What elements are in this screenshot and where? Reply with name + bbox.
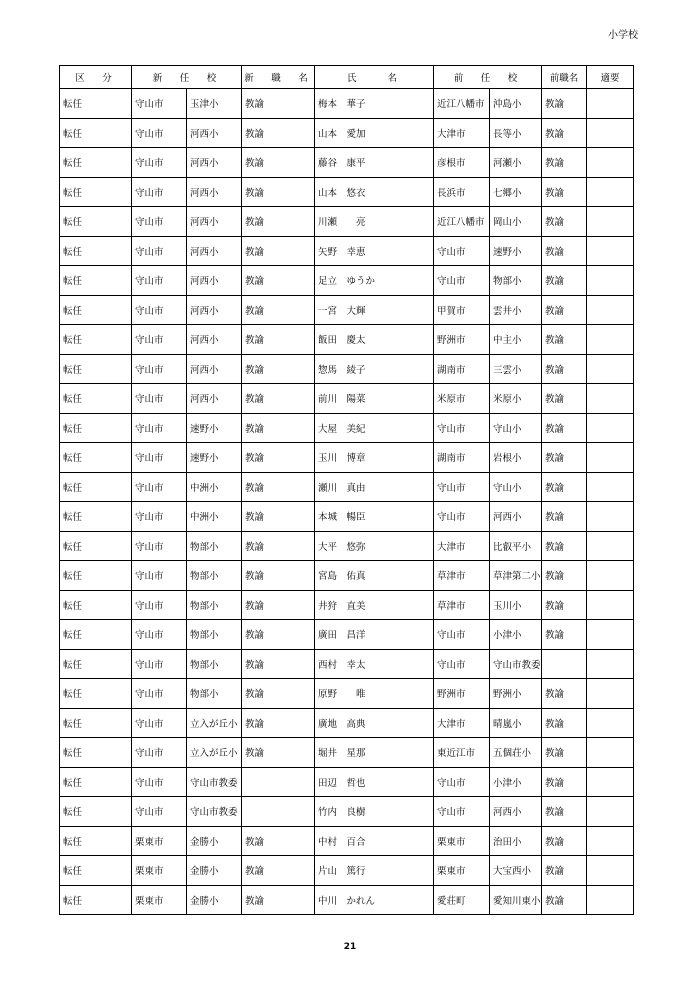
prev-position-cell: 教諭 bbox=[542, 856, 587, 886]
remarks-cell bbox=[587, 207, 634, 237]
name-cell: 中川 かれん bbox=[315, 885, 434, 915]
name-cell: 廣地 高典 bbox=[315, 708, 434, 738]
table-row bbox=[60, 885, 634, 915]
prev-city-cell: 守山市 bbox=[434, 620, 490, 650]
prev-school-cell: 河西小 bbox=[490, 502, 542, 532]
kubun-cell: 転任 bbox=[60, 472, 132, 502]
kubun-cell: 転任 bbox=[60, 354, 132, 384]
prev-position-cell: 教諭 bbox=[542, 413, 587, 443]
new-school-cell: 物部小 bbox=[187, 649, 242, 679]
name-cell: 本城 暢臣 bbox=[315, 502, 434, 532]
prev-position-cell: 教諭 bbox=[542, 738, 587, 768]
prev-position-cell: 教諭 bbox=[542, 590, 587, 620]
new-school-cell: 河西小 bbox=[187, 236, 242, 266]
new-city-cell: 守山市 bbox=[132, 295, 187, 325]
new-school-cell: 河西小 bbox=[187, 325, 242, 355]
prev-school-cell: 玉川小 bbox=[490, 590, 542, 620]
new-position-cell: 教諭 bbox=[242, 826, 315, 856]
new-school-cell: 金勝小 bbox=[187, 826, 242, 856]
remarks-cell bbox=[587, 590, 634, 620]
prev-school-cell: 草津第二小 bbox=[490, 561, 542, 591]
prev-school-cell: 守山小 bbox=[490, 413, 542, 443]
new-city-cell: 守山市 bbox=[132, 148, 187, 178]
table-row bbox=[60, 531, 634, 561]
new-position-cell: 教諭 bbox=[242, 472, 315, 502]
prev-school-cell: 長等小 bbox=[490, 118, 542, 148]
prev-city-cell: 長浜市 bbox=[434, 177, 490, 207]
new-city-cell: 栗東市 bbox=[132, 856, 187, 886]
name-cell: 廣田 昌洋 bbox=[315, 620, 434, 650]
table-row bbox=[60, 561, 634, 591]
remarks-cell bbox=[587, 89, 634, 119]
new-city-cell: 守山市 bbox=[132, 767, 187, 797]
new-position-cell: 教諭 bbox=[242, 443, 315, 473]
new-school-cell: 金勝小 bbox=[187, 885, 242, 915]
prev-school-cell: 速野小 bbox=[490, 236, 542, 266]
prev-city-cell: 大津市 bbox=[434, 118, 490, 148]
new-position-cell: 教諭 bbox=[242, 118, 315, 148]
new-school-cell: 玉津小 bbox=[187, 89, 242, 119]
prev-city-cell: 愛荘町 bbox=[434, 885, 490, 915]
table-row bbox=[60, 679, 634, 709]
prev-school-cell: 岩根小 bbox=[490, 443, 542, 473]
table-row bbox=[60, 856, 634, 886]
new-school-cell: 河西小 bbox=[187, 177, 242, 207]
prev-position-cell: 教諭 bbox=[542, 531, 587, 561]
remarks-cell bbox=[587, 148, 634, 178]
table-header-row bbox=[60, 66, 634, 89]
new-city-cell: 守山市 bbox=[132, 118, 187, 148]
prev-position-cell: 教諭 bbox=[542, 679, 587, 709]
new-city-cell: 守山市 bbox=[132, 207, 187, 237]
kubun-cell: 転任 bbox=[60, 266, 132, 296]
new-position-cell: 教諭 bbox=[242, 413, 315, 443]
prev-school-cell: 愛知川東小 bbox=[490, 885, 542, 915]
prev-city-cell: 野洲市 bbox=[434, 679, 490, 709]
prev-city-cell: 守山市 bbox=[434, 767, 490, 797]
kubun-cell: 転任 bbox=[60, 89, 132, 119]
kubun-cell: 転任 bbox=[60, 443, 132, 473]
name-cell: 玉川 博章 bbox=[315, 443, 434, 473]
name-cell: 川瀬 亮 bbox=[315, 207, 434, 237]
table-row bbox=[60, 236, 634, 266]
new-city-cell: 守山市 bbox=[132, 738, 187, 768]
remarks-cell bbox=[587, 531, 634, 561]
table-row bbox=[60, 472, 634, 502]
remarks-cell bbox=[587, 620, 634, 650]
new-school-cell: 河西小 bbox=[187, 384, 242, 414]
remarks-cell bbox=[587, 885, 634, 915]
prev-school-cell: 三雲小 bbox=[490, 354, 542, 384]
prev-city-cell: 守山市 bbox=[434, 266, 490, 296]
personnel-table bbox=[59, 65, 634, 915]
kubun-cell: 転任 bbox=[60, 649, 132, 679]
table-row bbox=[60, 177, 634, 207]
remarks-cell bbox=[587, 649, 634, 679]
remarks-cell bbox=[587, 295, 634, 325]
name-cell: 片山 篤行 bbox=[315, 856, 434, 886]
kubun-cell: 転任 bbox=[60, 177, 132, 207]
new-position-cell: 教諭 bbox=[242, 148, 315, 178]
name-cell: 前川 陽菜 bbox=[315, 384, 434, 414]
new-position-cell: 教諭 bbox=[242, 679, 315, 709]
table-row bbox=[60, 649, 634, 679]
prev-school-cell: 河西小 bbox=[490, 797, 542, 827]
table-row bbox=[60, 354, 634, 384]
table-row bbox=[60, 767, 634, 797]
table-row bbox=[60, 502, 634, 532]
new-school-cell: 守山市教委 bbox=[187, 767, 242, 797]
prev-school-cell: 守山市教委 bbox=[490, 649, 542, 679]
new-city-cell: 守山市 bbox=[132, 620, 187, 650]
new-position-cell: 教諭 bbox=[242, 531, 315, 561]
col-header-new-school: 新 任 校 bbox=[132, 66, 242, 89]
prev-city-cell: 栗東市 bbox=[434, 826, 490, 856]
new-city-cell: 守山市 bbox=[132, 443, 187, 473]
remarks-cell bbox=[587, 472, 634, 502]
new-school-cell: 立入が丘小 bbox=[187, 708, 242, 738]
new-city-cell: 守山市 bbox=[132, 708, 187, 738]
table-row bbox=[60, 384, 634, 414]
new-city-cell: 栗東市 bbox=[132, 885, 187, 915]
prev-position-cell: 教諭 bbox=[542, 797, 587, 827]
new-city-cell: 守山市 bbox=[132, 89, 187, 119]
prev-school-cell: 岡山小 bbox=[490, 207, 542, 237]
remarks-cell bbox=[587, 177, 634, 207]
new-city-cell: 守山市 bbox=[132, 561, 187, 591]
remarks-cell bbox=[587, 708, 634, 738]
kubun-cell: 転任 bbox=[60, 590, 132, 620]
new-position-cell: 教諭 bbox=[242, 620, 315, 650]
new-position-cell: 教諭 bbox=[242, 89, 315, 119]
prev-position-cell: 教諭 bbox=[542, 354, 587, 384]
remarks-cell bbox=[587, 384, 634, 414]
name-cell: 堀井 星那 bbox=[315, 738, 434, 768]
prev-city-cell: 湖南市 bbox=[434, 443, 490, 473]
prev-city-cell: 守山市 bbox=[434, 236, 490, 266]
kubun-cell: 転任 bbox=[60, 797, 132, 827]
new-city-cell: 守山市 bbox=[132, 649, 187, 679]
prev-city-cell: 守山市 bbox=[434, 502, 490, 532]
remarks-cell bbox=[587, 236, 634, 266]
remarks-cell bbox=[587, 826, 634, 856]
remarks-cell bbox=[587, 443, 634, 473]
new-position-cell: 教諭 bbox=[242, 354, 315, 384]
prev-city-cell: 栗東市 bbox=[434, 856, 490, 886]
name-cell: 原野 唯 bbox=[315, 679, 434, 709]
name-cell: 瀬川 真由 bbox=[315, 472, 434, 502]
table-row bbox=[60, 295, 634, 325]
prev-city-cell: 守山市 bbox=[434, 649, 490, 679]
new-position-cell: 教諭 bbox=[242, 738, 315, 768]
name-cell: 山本 愛加 bbox=[315, 118, 434, 148]
prev-city-cell: 湖南市 bbox=[434, 354, 490, 384]
table-row bbox=[60, 738, 634, 768]
table-body bbox=[60, 89, 634, 915]
kubun-cell: 転任 bbox=[60, 826, 132, 856]
table-row bbox=[60, 797, 634, 827]
prev-city-cell: 近江八幡市 bbox=[434, 89, 490, 119]
remarks-cell bbox=[587, 354, 634, 384]
new-position-cell: 教諭 bbox=[242, 649, 315, 679]
prev-school-cell: 七郷小 bbox=[490, 177, 542, 207]
new-school-cell: 物部小 bbox=[187, 561, 242, 591]
prev-city-cell: 野洲市 bbox=[434, 325, 490, 355]
new-position-cell: 教諭 bbox=[242, 885, 315, 915]
prev-school-cell: 五個荘小 bbox=[490, 738, 542, 768]
remarks-cell bbox=[587, 797, 634, 827]
prev-position-cell: 教諭 bbox=[542, 502, 587, 532]
col-header-kubun: 区 分 bbox=[60, 66, 132, 89]
col-header-prev-school: 前 任 校 bbox=[434, 66, 542, 89]
new-position-cell: 教諭 bbox=[242, 856, 315, 886]
new-position-cell: 教諭 bbox=[242, 384, 315, 414]
col-header-prev-position: 前職名 bbox=[542, 66, 587, 89]
new-position-cell bbox=[242, 767, 315, 797]
prev-school-cell: 小津小 bbox=[490, 620, 542, 650]
prev-position-cell: 教諭 bbox=[542, 295, 587, 325]
name-cell: 山本 悠衣 bbox=[315, 177, 434, 207]
name-cell: 惣馬 綾子 bbox=[315, 354, 434, 384]
remarks-cell bbox=[587, 325, 634, 355]
prev-city-cell: 大津市 bbox=[434, 708, 490, 738]
new-position-cell: 教諭 bbox=[242, 325, 315, 355]
new-position-cell: 教諭 bbox=[242, 708, 315, 738]
prev-position-cell: 教諭 bbox=[542, 708, 587, 738]
new-city-cell: 守山市 bbox=[132, 531, 187, 561]
new-city-cell: 守山市 bbox=[132, 266, 187, 296]
table-row bbox=[60, 266, 634, 296]
new-city-cell: 守山市 bbox=[132, 679, 187, 709]
prev-city-cell: 彦根市 bbox=[434, 148, 490, 178]
prev-city-cell: 東近江市 bbox=[434, 738, 490, 768]
new-school-cell: 河西小 bbox=[187, 207, 242, 237]
new-school-cell: 物部小 bbox=[187, 679, 242, 709]
new-school-cell: 速野小 bbox=[187, 413, 242, 443]
kubun-cell: 転任 bbox=[60, 148, 132, 178]
name-cell: 一宮 大輝 bbox=[315, 295, 434, 325]
page-number: 21 bbox=[343, 942, 357, 952]
prev-city-cell: 守山市 bbox=[434, 413, 490, 443]
prev-position-cell: 教諭 bbox=[542, 177, 587, 207]
new-school-cell: 河西小 bbox=[187, 354, 242, 384]
remarks-cell bbox=[587, 266, 634, 296]
new-school-cell: 金勝小 bbox=[187, 856, 242, 886]
prev-school-cell: 晴嵐小 bbox=[490, 708, 542, 738]
new-position-cell: 教諭 bbox=[242, 207, 315, 237]
table-row bbox=[60, 118, 634, 148]
prev-position-cell: 教諭 bbox=[542, 443, 587, 473]
prev-city-cell: 大津市 bbox=[434, 531, 490, 561]
table-row bbox=[60, 708, 634, 738]
name-cell: 矢野 幸恵 bbox=[315, 236, 434, 266]
kubun-cell: 転任 bbox=[60, 413, 132, 443]
name-cell: 飯田 慶太 bbox=[315, 325, 434, 355]
kubun-cell: 転任 bbox=[60, 561, 132, 591]
prev-school-cell: 比叡平小 bbox=[490, 531, 542, 561]
kubun-cell: 転任 bbox=[60, 325, 132, 355]
school-category-label: 小学校 bbox=[608, 30, 638, 41]
new-city-cell: 守山市 bbox=[132, 354, 187, 384]
prev-city-cell: 守山市 bbox=[434, 797, 490, 827]
prev-position-cell: 教諭 bbox=[542, 207, 587, 237]
table-row bbox=[60, 325, 634, 355]
prev-school-cell: 小津小 bbox=[490, 767, 542, 797]
prev-school-cell: 大宝西小 bbox=[490, 856, 542, 886]
new-city-cell: 守山市 bbox=[132, 413, 187, 443]
kubun-cell: 転任 bbox=[60, 295, 132, 325]
name-cell: 大平 悠弥 bbox=[315, 531, 434, 561]
new-school-cell: 立入が丘小 bbox=[187, 738, 242, 768]
new-position-cell: 教諭 bbox=[242, 561, 315, 591]
new-city-cell: 栗東市 bbox=[132, 826, 187, 856]
prev-city-cell: 近江八幡市 bbox=[434, 207, 490, 237]
kubun-cell: 転任 bbox=[60, 738, 132, 768]
new-city-cell: 守山市 bbox=[132, 384, 187, 414]
kubun-cell: 転任 bbox=[60, 856, 132, 886]
prev-position-cell: 教諭 bbox=[542, 472, 587, 502]
prev-school-cell: 物部小 bbox=[490, 266, 542, 296]
name-cell: 宮島 佑真 bbox=[315, 561, 434, 591]
name-cell: 竹内 良樹 bbox=[315, 797, 434, 827]
table-row bbox=[60, 826, 634, 856]
prev-school-cell: 沖島小 bbox=[490, 89, 542, 119]
table-row bbox=[60, 620, 634, 650]
new-position-cell: 教諭 bbox=[242, 177, 315, 207]
prev-position-cell: 教諭 bbox=[542, 89, 587, 119]
new-school-cell: 物部小 bbox=[187, 531, 242, 561]
prev-city-cell: 甲賀市 bbox=[434, 295, 490, 325]
prev-position-cell: 教諭 bbox=[542, 266, 587, 296]
prev-position-cell: 教諭 bbox=[542, 885, 587, 915]
kubun-cell: 転任 bbox=[60, 885, 132, 915]
new-school-cell: 速野小 bbox=[187, 443, 242, 473]
new-school-cell: 物部小 bbox=[187, 620, 242, 650]
new-school-cell: 物部小 bbox=[187, 590, 242, 620]
name-cell: 井狩 直美 bbox=[315, 590, 434, 620]
prev-school-cell: 米原小 bbox=[490, 384, 542, 414]
kubun-cell: 転任 bbox=[60, 620, 132, 650]
table-row bbox=[60, 590, 634, 620]
kubun-cell: 転任 bbox=[60, 679, 132, 709]
kubun-cell: 転任 bbox=[60, 767, 132, 797]
new-school-cell: 守山市教委 bbox=[187, 797, 242, 827]
remarks-cell bbox=[587, 738, 634, 768]
name-cell: 藤谷 康平 bbox=[315, 148, 434, 178]
prev-position-cell: 教諭 bbox=[542, 767, 587, 797]
new-city-cell: 守山市 bbox=[132, 325, 187, 355]
remarks-cell bbox=[587, 502, 634, 532]
new-city-cell: 守山市 bbox=[132, 590, 187, 620]
prev-school-cell: 野洲小 bbox=[490, 679, 542, 709]
remarks-cell bbox=[587, 561, 634, 591]
new-school-cell: 河西小 bbox=[187, 148, 242, 178]
new-position-cell: 教諭 bbox=[242, 295, 315, 325]
table-row bbox=[60, 148, 634, 178]
prev-position-cell: 教諭 bbox=[542, 236, 587, 266]
prev-school-cell: 河瀬小 bbox=[490, 148, 542, 178]
kubun-cell: 転任 bbox=[60, 384, 132, 414]
remarks-cell bbox=[587, 856, 634, 886]
remarks-cell bbox=[587, 118, 634, 148]
prev-position-cell: 教諭 bbox=[542, 384, 587, 414]
prev-school-cell: 中主小 bbox=[490, 325, 542, 355]
new-school-cell: 中洲小 bbox=[187, 472, 242, 502]
prev-school-cell: 守山小 bbox=[490, 472, 542, 502]
kubun-cell: 転任 bbox=[60, 708, 132, 738]
new-school-cell: 河西小 bbox=[187, 295, 242, 325]
new-city-cell: 守山市 bbox=[132, 472, 187, 502]
prev-position-cell: 教諭 bbox=[542, 620, 587, 650]
name-cell: 大屋 美紀 bbox=[315, 413, 434, 443]
remarks-cell bbox=[587, 679, 634, 709]
kubun-cell: 転任 bbox=[60, 502, 132, 532]
prev-position-cell bbox=[542, 649, 587, 679]
new-position-cell: 教諭 bbox=[242, 236, 315, 266]
table-row bbox=[60, 413, 634, 443]
kubun-cell: 転任 bbox=[60, 118, 132, 148]
prev-city-cell: 米原市 bbox=[434, 384, 490, 414]
table-row bbox=[60, 207, 634, 237]
prev-school-cell: 雲井小 bbox=[490, 295, 542, 325]
new-position-cell: 教諭 bbox=[242, 502, 315, 532]
kubun-cell: 転任 bbox=[60, 207, 132, 237]
name-cell: 中村 百合 bbox=[315, 826, 434, 856]
new-position-cell: 教諭 bbox=[242, 590, 315, 620]
new-city-cell: 守山市 bbox=[132, 236, 187, 266]
new-city-cell: 守山市 bbox=[132, 797, 187, 827]
new-school-cell: 中洲小 bbox=[187, 502, 242, 532]
col-header-new-position: 新 職 名 bbox=[242, 66, 315, 89]
remarks-cell bbox=[587, 767, 634, 797]
col-header-remarks: 適要 bbox=[587, 66, 634, 89]
remarks-cell bbox=[587, 413, 634, 443]
prev-position-cell: 教諭 bbox=[542, 561, 587, 591]
name-cell: 足立 ゆうか bbox=[315, 266, 434, 296]
table-row bbox=[60, 89, 634, 119]
prev-school-cell: 治田小 bbox=[490, 826, 542, 856]
kubun-cell: 転任 bbox=[60, 236, 132, 266]
kubun-cell: 転任 bbox=[60, 531, 132, 561]
table-row bbox=[60, 443, 634, 473]
prev-position-cell: 教諭 bbox=[542, 325, 587, 355]
new-city-cell: 守山市 bbox=[132, 502, 187, 532]
prev-city-cell: 草津市 bbox=[434, 590, 490, 620]
new-school-cell: 河西小 bbox=[187, 266, 242, 296]
name-cell: 西村 幸太 bbox=[315, 649, 434, 679]
name-cell: 田辺 哲也 bbox=[315, 767, 434, 797]
new-position-cell bbox=[242, 797, 315, 827]
prev-city-cell: 守山市 bbox=[434, 472, 490, 502]
new-school-cell: 河西小 bbox=[187, 118, 242, 148]
col-header-name: 氏 名 bbox=[315, 66, 434, 89]
prev-position-cell: 教諭 bbox=[542, 118, 587, 148]
prev-city-cell: 草津市 bbox=[434, 561, 490, 591]
new-city-cell: 守山市 bbox=[132, 177, 187, 207]
new-position-cell: 教諭 bbox=[242, 266, 315, 296]
prev-position-cell: 教諭 bbox=[542, 148, 587, 178]
prev-position-cell: 教諭 bbox=[542, 826, 587, 856]
name-cell: 梅本 華子 bbox=[315, 89, 434, 119]
